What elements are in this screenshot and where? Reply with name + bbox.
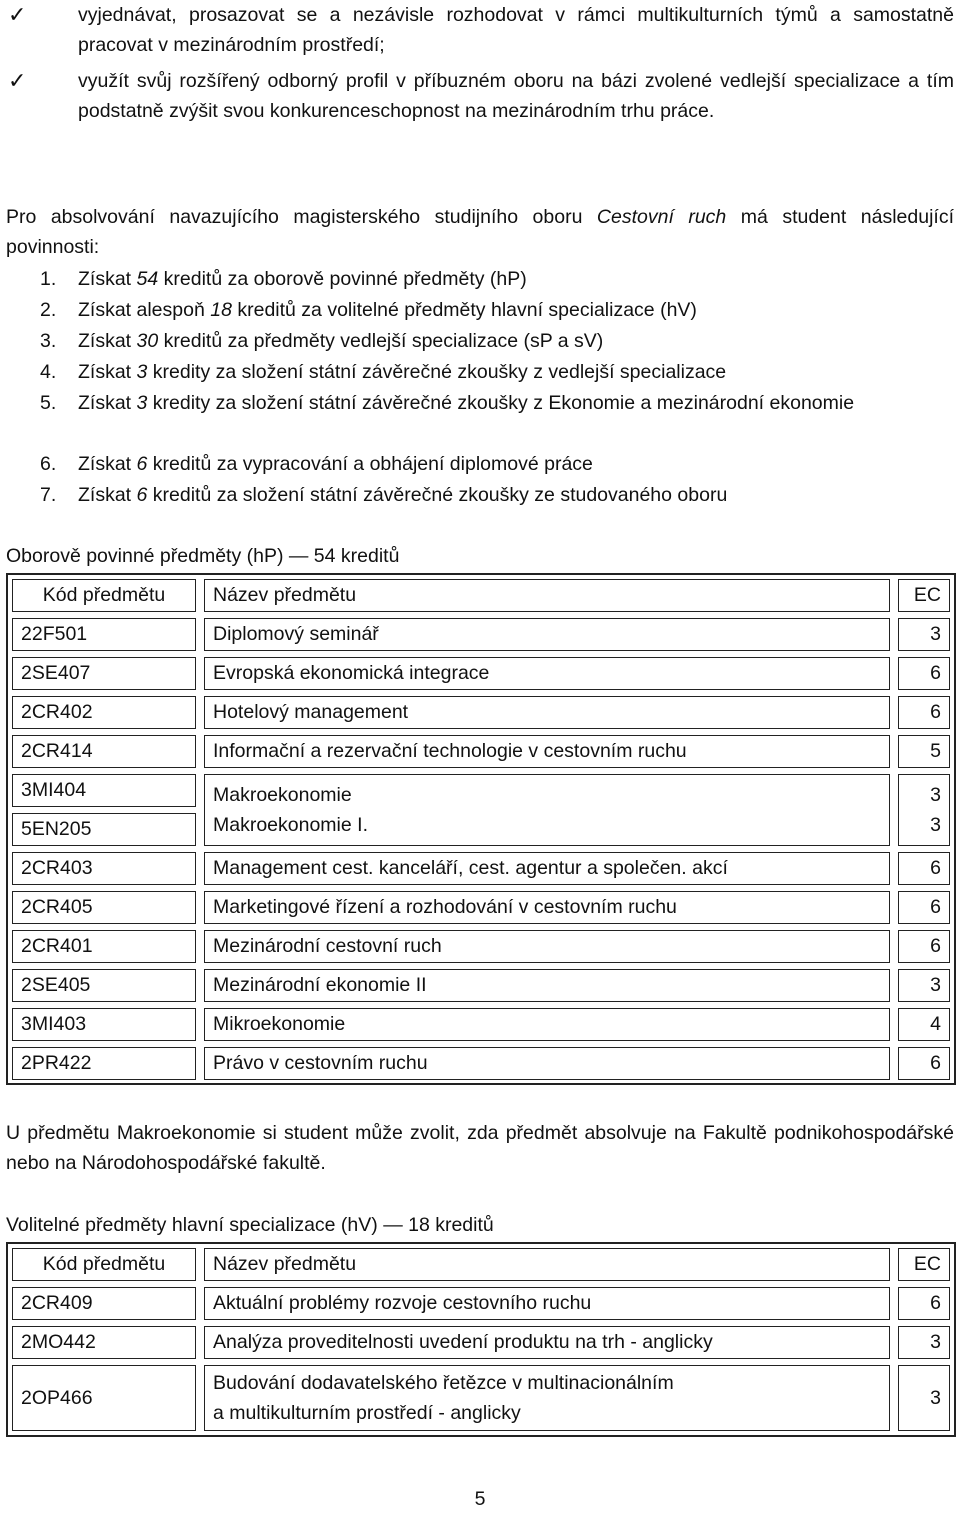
cell-ec: 6 xyxy=(898,891,950,924)
cell-name: Hotelový management xyxy=(204,696,890,729)
cell-name: Evropská ekonomická integrace xyxy=(204,657,890,690)
list-item: Získat alespoň 18 kreditů za volitelné předměty hlavní specializace (hV) xyxy=(78,299,697,321)
note-paragraph: U předmětu Makroekonomie si student může zvolit, zda předmět absolvuje na Fakultě podnikohospodářské nebo na Národohospodářské fakultě. xyxy=(6,1122,954,1174)
list-number: 1. xyxy=(40,268,57,290)
cell-code: 2CR402 xyxy=(12,696,196,729)
page-number: 5 xyxy=(474,1488,486,1510)
list-item: Získat 30 kreditů za předměty vedlejší specializace (sP a sV) xyxy=(78,330,604,352)
list-number: 7. xyxy=(40,484,57,506)
cell-code: 2CR409 xyxy=(12,1287,196,1320)
cell-ec: 6 xyxy=(898,930,950,963)
cell-name: Mezinárodní ekonomie II xyxy=(204,969,890,1002)
cell-name: Management cest. kanceláří, cest. agentur a společen. akcí xyxy=(204,852,890,885)
header-code: Kód předmětu xyxy=(12,1248,196,1281)
cell-code: 22F501 xyxy=(12,618,196,651)
intro-field-name: Cestovní ruch xyxy=(596,206,727,228)
cell-name: Diplomový seminář xyxy=(204,618,890,651)
checkmark-icon: ✓ xyxy=(8,2,27,27)
table2-title: Volitelné předměty hlavní specializace (hV) — 18 kreditů xyxy=(6,1214,494,1236)
checkmark-icon: ✓ xyxy=(8,68,27,93)
cell-code: 2SE405 xyxy=(12,969,196,1002)
cell-code: 2OP466 xyxy=(12,1365,196,1431)
list-item: Získat 3 kredity za složení státní závěrečné zkoušky z Ekonomie a mezinárodní ekonomie xyxy=(78,392,855,414)
cell-name-line: Budování dodavatelského řetězce v multinacionálním xyxy=(213,1372,674,1394)
cell-name: Mikroekonomie xyxy=(204,1008,890,1041)
list-number: 6. xyxy=(40,453,57,475)
intro-paragraph xyxy=(6,202,954,262)
list-number: 5. xyxy=(40,392,57,414)
cell-ec: 6 xyxy=(898,1287,950,1320)
cell-ec: 3 xyxy=(898,1326,950,1359)
list-number: 4. xyxy=(40,361,57,383)
cell-ec xyxy=(898,774,950,846)
cell-name: Marketingové řízení a rozhodování v cestovním ruchu xyxy=(204,891,890,924)
cell-name xyxy=(204,1365,890,1431)
cell-name xyxy=(204,774,890,846)
cell-code: 2CR405 xyxy=(12,891,196,924)
header-code: Kód předmětu xyxy=(12,579,196,612)
cell-ec: 6 xyxy=(898,852,950,885)
cell-name-line: a multikulturním prostředí - anglicky xyxy=(213,1402,521,1424)
list-item: Získat 3 kredity za složení státní závěrečné zkoušky z vedlejší specializace xyxy=(78,361,727,383)
cell-name: Aktuální problémy rozvoje cestovního ruchu xyxy=(204,1287,890,1320)
list-number: 3. xyxy=(40,330,57,352)
checklist-item: využít svůj rozšířený odborný profil v příbuzném oboru na bázi zvolené vedlejší specializace a tím podstatně zvýšit svou konkurenceschopnost na mezinárodním trhu práce. xyxy=(78,70,954,122)
cell-code: 2SE407 xyxy=(12,657,196,690)
cell-ec: 3 xyxy=(898,618,950,651)
cell-code: 2MO442 xyxy=(12,1326,196,1359)
cell-code: 2PR422 xyxy=(12,1047,196,1080)
list-item: Získat 6 kreditů za vypracování a obhájení diplomové práce xyxy=(78,453,593,475)
cell-code: 2CR414 xyxy=(12,735,196,768)
table1-title: Oborově povinné předměty (hP) — 54 kreditů xyxy=(6,545,400,567)
table-compulsory-subjects xyxy=(6,573,956,1085)
cell-ec: 6 xyxy=(898,1047,950,1080)
intro-after: má student následující povinnosti: xyxy=(6,206,954,258)
header-ec: EC xyxy=(898,579,950,612)
table-elective-subjects xyxy=(6,1242,956,1437)
cell-code: 3MI403 xyxy=(12,1008,196,1041)
checklist-item: vyjednávat, prosazovat se a nezávisle rozhodovat v rámci multikulturních týmů a samostatně pracovat v mezinárodním prostředí; xyxy=(78,4,954,56)
cell-code: 2CR401 xyxy=(12,930,196,963)
cell-ec-line: 3 xyxy=(930,784,941,806)
cell-ec: 6 xyxy=(898,696,950,729)
list-number: 2. xyxy=(40,299,57,321)
cell-ec: 6 xyxy=(898,657,950,690)
cell-code: 3MI404 xyxy=(12,774,196,807)
cell-name-line: Makroekonomie xyxy=(213,784,352,806)
intro-before: Pro absolvování navazujícího magisterského studijního oboru xyxy=(6,206,597,228)
cell-name-line: Makroekonomie I. xyxy=(213,814,368,836)
cell-ec-line: 3 xyxy=(930,814,941,836)
cell-name: Právo v cestovním ruchu xyxy=(204,1047,890,1080)
cell-ec: 5 xyxy=(898,735,950,768)
list-item: Získat 6 kreditů za složení státní závěrečné zkoušky ze studovaného oboru xyxy=(78,484,728,506)
header-ec: EC xyxy=(898,1248,950,1281)
cell-name: Informační a rezervační technologie v cestovním ruchu xyxy=(204,735,890,768)
cell-name: Analýza proveditelnosti uvedení produktu na trh - anglicky xyxy=(204,1326,890,1359)
cell-code: 2CR403 xyxy=(12,852,196,885)
header-name: Název předmětu xyxy=(204,579,890,612)
cell-name: Mezinárodní cestovní ruch xyxy=(204,930,890,963)
list-item: Získat 54 kreditů za oborově povinné předměty (hP) xyxy=(78,268,527,290)
header-name: Název předmětu xyxy=(204,1248,890,1281)
cell-ec: 3 xyxy=(898,1365,950,1431)
cell-code: 5EN205 xyxy=(12,813,196,846)
cell-ec: 3 xyxy=(898,969,950,1002)
cell-ec: 4 xyxy=(898,1008,950,1041)
